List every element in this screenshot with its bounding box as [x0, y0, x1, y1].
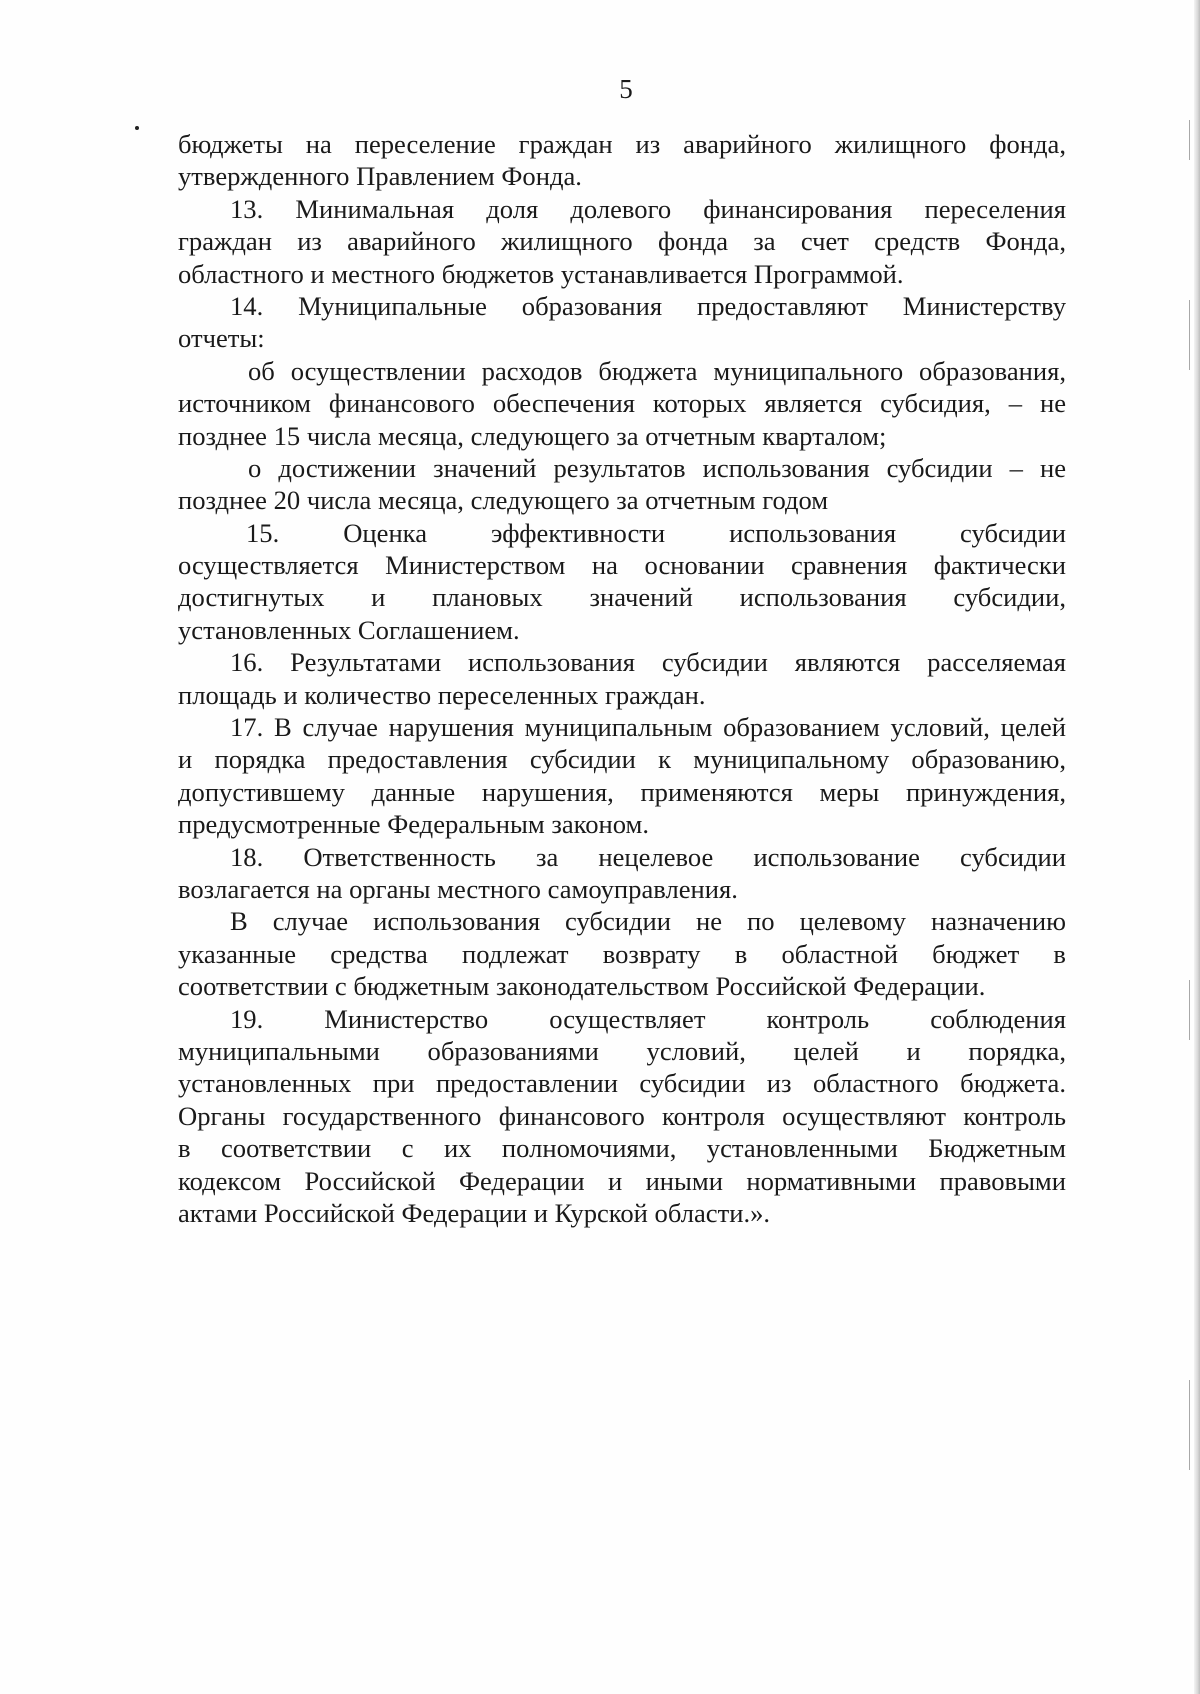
text-line: соответствии с бюджетным законодательством Российской Федерации. [178, 971, 986, 1002]
text-line: установленных Соглашением. [178, 614, 520, 645]
text-line: возлагается на органы местного самоуправления. [178, 873, 738, 904]
text-line: источником финансового обеспечения которых является субсидия, – не [178, 388, 1066, 419]
text-line: в соответствии с их полномочиями, установленными Бюджетным [178, 1133, 1066, 1164]
text-line: отчеты: [178, 323, 265, 354]
text-line: об осуществлении расходов бюджета муниципального образования, [248, 355, 1066, 386]
text-line: 13. Минимальная доля долевого финансирования переселения [230, 193, 1066, 224]
text-line: указанные средства подлежат возврату в областной бюджет в [178, 938, 1066, 969]
scan-speck [135, 126, 139, 130]
text-line: площадь и количество переселенных граждан. [178, 679, 706, 710]
text-line: предусмотренные Федеральным законом. [178, 809, 649, 840]
page-number: 5 [619, 74, 633, 104]
text-line: В случае использования субсидии не по целевому назначению [230, 906, 1066, 937]
scan-edge-mark [1189, 980, 1190, 1040]
text-line: утвержденного Правлением Фонда. [178, 161, 582, 192]
scan-edge-mark [1189, 120, 1190, 160]
document-body [178, 128, 1066, 1229]
text-line: осуществляется Министерством на основании сравнения фактически [178, 550, 1066, 581]
text-line: о достижении значений результатов использования субсидии – не [248, 452, 1066, 483]
text-line: областного и местного бюджетов устанавливается Программой. [178, 258, 904, 289]
text-line: 15. Оценка эффективности использования субсидии [246, 517, 1066, 548]
text-line: 17. В случае нарушения муниципальным образованием условий, целей [230, 712, 1066, 743]
text-line: 16. Результатами использования субсидии являются расселяемая [230, 647, 1066, 678]
text-line: бюджеты на переселение граждан из аварийного жилищного фонда, [178, 129, 1066, 159]
text-line: граждан из аварийного жилищного фонда за счет средств Фонда, [178, 226, 1066, 257]
text-line: 18. Ответственность за нецелевое использование субсидии [230, 841, 1066, 872]
scan-edge-mark [1189, 1380, 1190, 1470]
text-line: Органы государственного финансового контроля осуществляют контроль [178, 1100, 1066, 1131]
text-line: допустившему данные нарушения, применяются меры принуждения, [178, 776, 1066, 807]
scan-edge-mark [1189, 300, 1190, 370]
text-line: 19. Министерство осуществляет контроль соблюдения [230, 1003, 1066, 1034]
text-line: кодексом Российской Федерации и иными нормативными правовыми [178, 1165, 1066, 1196]
text-line: муниципальными образованиями условий, целей и порядка, [178, 1035, 1066, 1066]
text-line: 14. Муниципальные образования предоставляют Министерству [230, 290, 1066, 321]
text-line: актами Российской Федерации и Курской области.». [178, 1197, 771, 1228]
scan-edge-shadow [1194, 0, 1200, 1694]
text-line: позднее 15 числа месяца, следующего за отчетным кварталом; [178, 420, 887, 451]
text-line: достигнутых и плановых значений использования субсидии, [178, 582, 1066, 613]
text-line: позднее 20 числа месяца, следующего за отчетным годом [178, 485, 829, 516]
text-line: и порядка предоставления субсидии к муниципальному образованию, [178, 744, 1066, 775]
text-line: установленных при предоставлении субсидии из областного бюджета. [178, 1068, 1066, 1099]
